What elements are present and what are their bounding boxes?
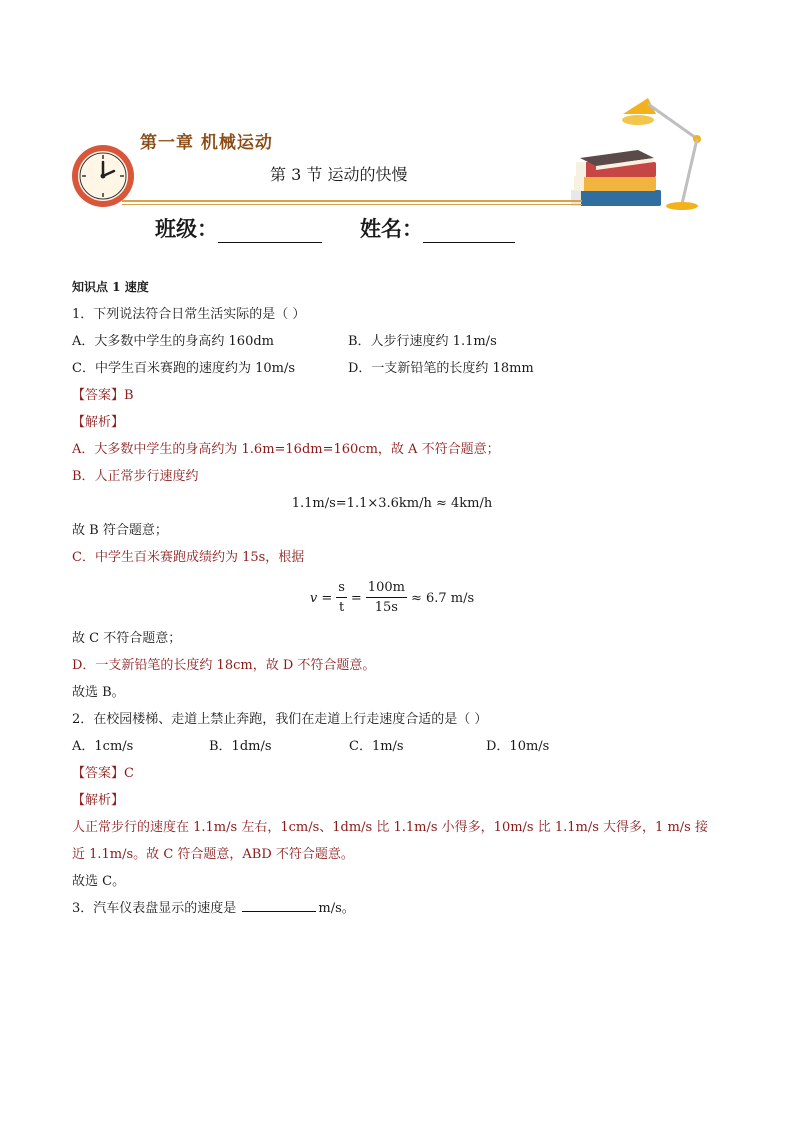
q1-answer: 【答案】B xyxy=(72,388,134,403)
q1-analysis-a: A．大多数中学生的身高约为 1.6m=16dm=160cm，故 A 不符合题意； xyxy=(72,442,500,457)
q2-option-c: C．1m/s xyxy=(349,739,404,754)
q2-option-b: B．1dm/s xyxy=(209,739,272,754)
fraction-numerator: 100m xyxy=(366,579,407,598)
class-name-row xyxy=(155,213,515,243)
q2-option-d: D．10m/s xyxy=(486,739,550,754)
q2-analysis: 人正常步行的速度在 1.1m/s 左右，1cm/s、1dm/s 比 1.1m/s 小得多，10m/s 比 1.1m/s 大得多，1 m/s 接近 1.1m/s。故 C 符合题意，ABD 不符合题意。 xyxy=(72,820,708,862)
fraction-100m-over-15s xyxy=(366,579,407,618)
q2-conclusion: 故选 C。 xyxy=(72,874,126,889)
q3-stem-post: m/s。 xyxy=(318,901,355,916)
q3-stem-pre: 3．汽车仪表盘显示的速度是 xyxy=(72,901,237,916)
q3-answer-blank[interactable] xyxy=(242,897,316,912)
q1-options-row-2 xyxy=(72,355,712,382)
q2-analysis-label: 【解析】 xyxy=(72,793,125,808)
q1-stem: 1．下列说法符合日常生活实际的是（ ） xyxy=(72,307,306,322)
class-blank[interactable] xyxy=(218,220,322,243)
fraction-denominator: t xyxy=(338,599,345,615)
q1-option-a: A．大多数中学生的身高约 160dm xyxy=(72,334,274,349)
q1-analysis-label: 【解析】 xyxy=(72,415,125,430)
books-lamp-illustration xyxy=(568,92,708,214)
fraction-denominator: 15s xyxy=(374,599,398,615)
q2-answer: 【答案】C xyxy=(72,766,134,781)
class-label: 班级： xyxy=(155,216,218,241)
q1-conclusion: 故选 B。 xyxy=(72,685,125,700)
q2-stem: 2．在校园楼梯、走道上禁止奔跑，我们在走道上行走速度合适的是（ ） xyxy=(72,712,488,727)
formula-rhs: ≈ 6.7 m/s xyxy=(410,590,475,606)
q1-option-c: C．中学生百米赛跑的速度约为 10m/s xyxy=(72,361,295,376)
chapter-title: 第一章 机械运动 xyxy=(140,133,273,153)
q1-analysis-b-end: 故 B 符合题意； xyxy=(72,523,168,538)
worksheet-content xyxy=(72,274,712,922)
section-title: 第 3 节 运动的快慢 xyxy=(270,165,408,184)
q1-analysis-d: D．一支新铅笔的长度约 18cm，故 D 不符合题意。 xyxy=(72,658,376,673)
fraction-numerator: s xyxy=(336,579,347,598)
q1-analysis-c: C．中学生百米赛跑成绩约为 15s，根据 xyxy=(72,550,305,565)
formula-equals: = xyxy=(350,590,362,606)
q3-stem xyxy=(72,895,712,922)
q1-analysis-b: B．人正常步行速度约 xyxy=(72,469,199,484)
header-divider-thin xyxy=(122,204,582,205)
knowledge-point-heading: 知识点 1 速度 xyxy=(72,280,149,294)
q1-option-b: B．人步行速度约 1.1m/s xyxy=(348,334,497,349)
q1-analysis-c-end: 故 C 不符合题意； xyxy=(72,631,182,646)
q1-options-row-1 xyxy=(72,328,712,355)
formula-lhs: v = xyxy=(309,590,333,606)
q2-options-row xyxy=(72,733,712,760)
q1-formula-b: 1.1m/s=1.1×3.6km/h ≈ 4km/h xyxy=(291,496,493,511)
name-label: 姓名： xyxy=(360,216,423,241)
header-divider xyxy=(122,200,582,202)
q2-option-a: A．1cm/s xyxy=(72,739,134,754)
q1-formula-c xyxy=(72,571,712,625)
fraction-s-over-t xyxy=(336,579,347,618)
q1-option-d: D．一支新铅笔的长度约 18mm xyxy=(348,361,534,376)
name-blank[interactable] xyxy=(423,220,515,243)
